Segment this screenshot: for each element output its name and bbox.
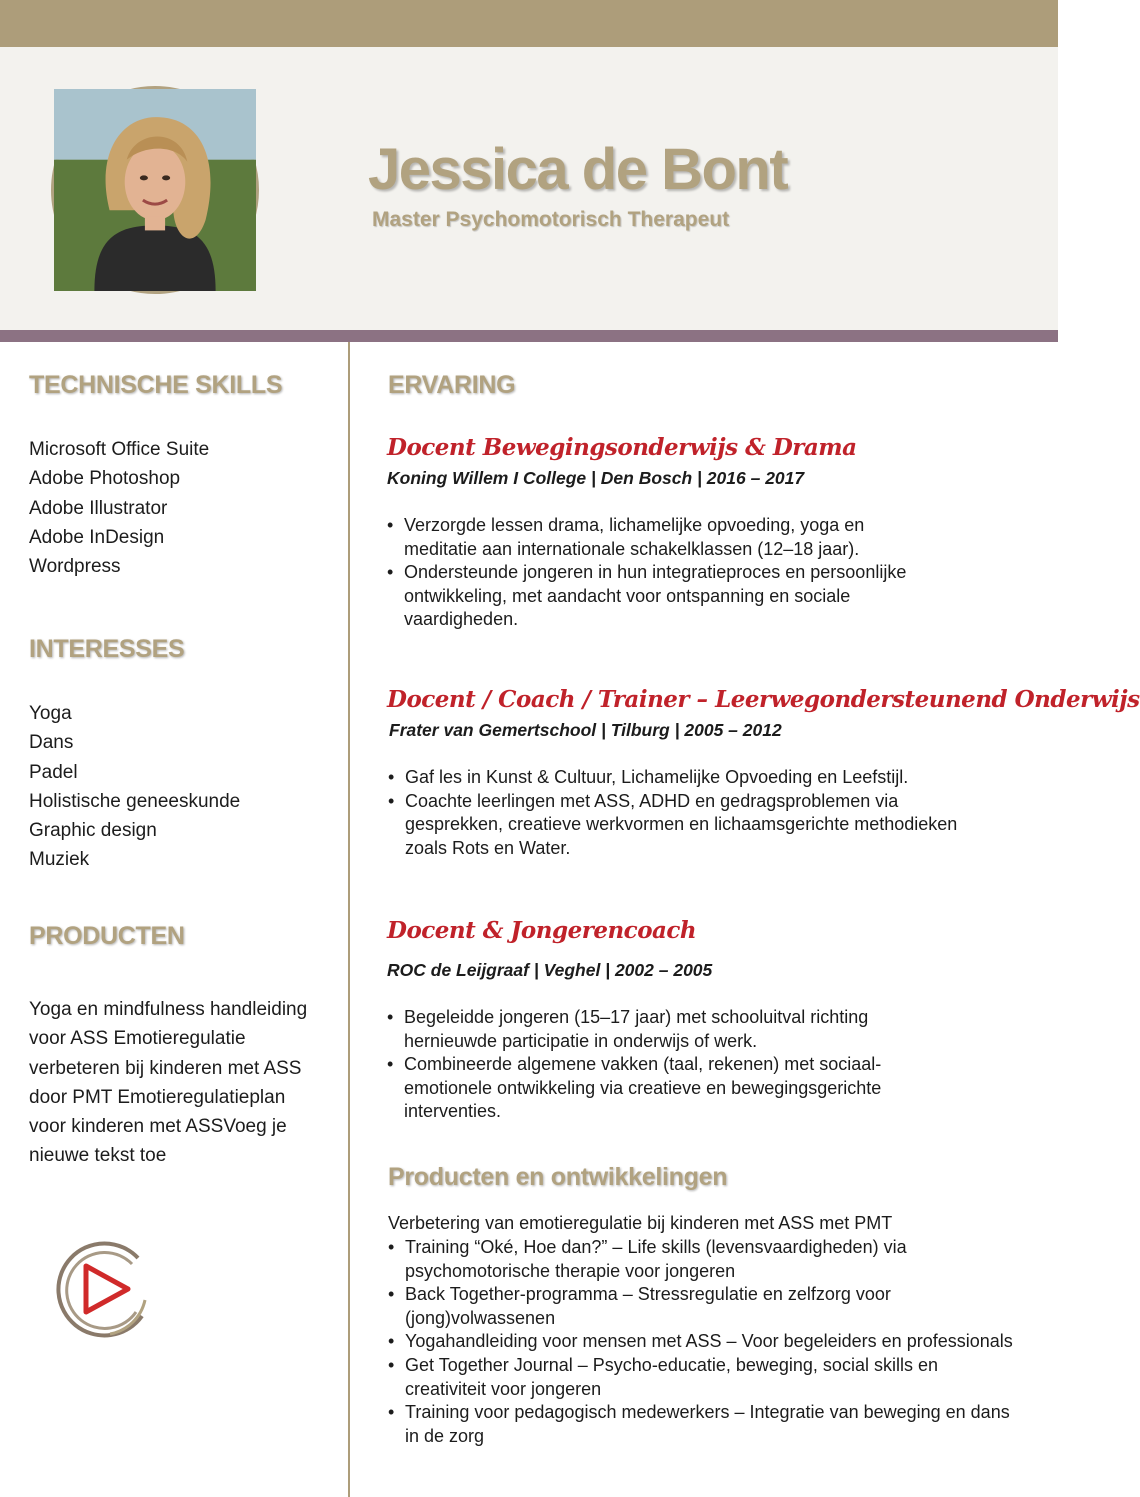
list-item: • Back Together-programma – Stressregulatie en zelfzorg voor (jong)volwassenen <box>388 1283 1018 1330</box>
products-bullets <box>388 1236 1018 1448</box>
column-divider <box>348 342 350 1497</box>
list-item: Yoga <box>29 703 72 724</box>
products-developments-heading: Producten en ontwikkelingen <box>388 1163 728 1191</box>
header-divider-bar <box>0 330 1058 342</box>
job-bullets <box>388 766 968 860</box>
portrait-illustration <box>54 89 256 291</box>
job-title: Docent & Jongerencoach <box>387 917 697 944</box>
list-item: • Training “Oké, Hoe dan?” – Life skills (levensvaardigheden) via psychomotorische therapie voor jongeren <box>388 1236 1018 1283</box>
interests-heading: INTERESSES <box>29 635 185 663</box>
skills-list <box>29 435 209 581</box>
list-item: • Combineerde algemene vakken (taal, rekenen) met sociaal-emotionele ontwikkeling via creatieve en bewegingsgerichte interventies. <box>387 1053 927 1124</box>
list-item: Graphic design <box>29 820 157 842</box>
list-item: Microsoft Office Suite <box>29 439 210 460</box>
list-item: • Begeleidde jongeren (15–17 jaar) met schooluitval richting hernieuwde participatie in onderwijs of werk. <box>387 1006 927 1053</box>
list-item: Dans <box>29 732 74 754</box>
job-subtitle: Master Psychomotorisch Therapeut <box>372 208 730 231</box>
list-item: • Yogahandleiding voor mensen met ASS – Voor begeleiders en professionals <box>388 1330 1018 1354</box>
job-title: Docent / Coach / Trainer – Leerwegondersteunend Onderwijs <box>387 686 1140 713</box>
list-item: • Training voor pedagogisch medewerkers – Integratie van beweging en dans in de zorg <box>388 1401 1018 1448</box>
interests-list <box>29 699 240 875</box>
list-item: • Get Together Journal – Psycho-educatie, beweging, social skills en creativiteit voor jongeren <box>388 1354 1018 1401</box>
list-item: Wordpress <box>29 556 121 578</box>
list-item: • Gaf les in Kunst & Cultuur, Lichamelijke Opvoeding en Leefstijl. <box>388 766 968 790</box>
products-heading: PRODUCTEN <box>29 922 185 950</box>
job-bullets <box>387 514 927 632</box>
list-item: • Ondersteunde jongeren in hun integratieproces en persoonlijke ontwikkeling, met aandacht voor ontspanning en sociale vaardigheden. <box>387 561 927 632</box>
job-bullets <box>387 1006 927 1124</box>
list-item: Holistische geneeskunde <box>29 790 241 812</box>
experience-heading: ERVARING <box>388 371 516 399</box>
top-accent-bar <box>0 0 1058 47</box>
list-item: Adobe Photoshop <box>29 468 181 490</box>
list-item: • Coachte leerlingen met ASS, ADHD en gedragsproblemen via gesprekken, creatieve werkvormen en lichaamsgerichte methodieken zoals Rots en Water. <box>388 790 968 861</box>
list-item: Padel <box>29 761 78 783</box>
products-intro: Verbetering van emotieregulatie bij kinderen met ASS met PMT <box>388 1213 893 1233</box>
play-icon <box>50 1238 158 1342</box>
profile-photo <box>51 86 259 294</box>
job-meta: Frater van Gemertschool | Tilburg | 2005 – 2012 <box>389 720 782 740</box>
list-item: Muziek <box>29 849 90 871</box>
list-item: Adobe Illustrator <box>29 497 168 519</box>
list-item: • Verzorgde lessen drama, lichamelijke opvoeding, yoga en meditatie aan internationale schakelklassen (12–18 jaar). <box>387 514 927 561</box>
products-text: Yoga en mindfulness handleiding voor ASS Emotieregulatie verbeteren bij kinderen met ASS door PMT Emotieregulatieplan voor kinderen met ASSVoeg je nieuwe tekst toe <box>29 999 308 1167</box>
person-name: Jessica de Bont <box>368 137 788 202</box>
list-item: Adobe InDesign <box>29 526 165 548</box>
skills-heading: TECHNISCHE SKILLS <box>29 371 283 399</box>
job-meta: Koning Willem I College | Den Bosch | 2016 – 2017 <box>387 468 805 488</box>
job-meta: ROC de Leijgraaf | Veghel | 2002 – 2005 <box>387 960 713 980</box>
job-title: Docent Bewegingsonderwijs & Drama <box>387 434 857 461</box>
